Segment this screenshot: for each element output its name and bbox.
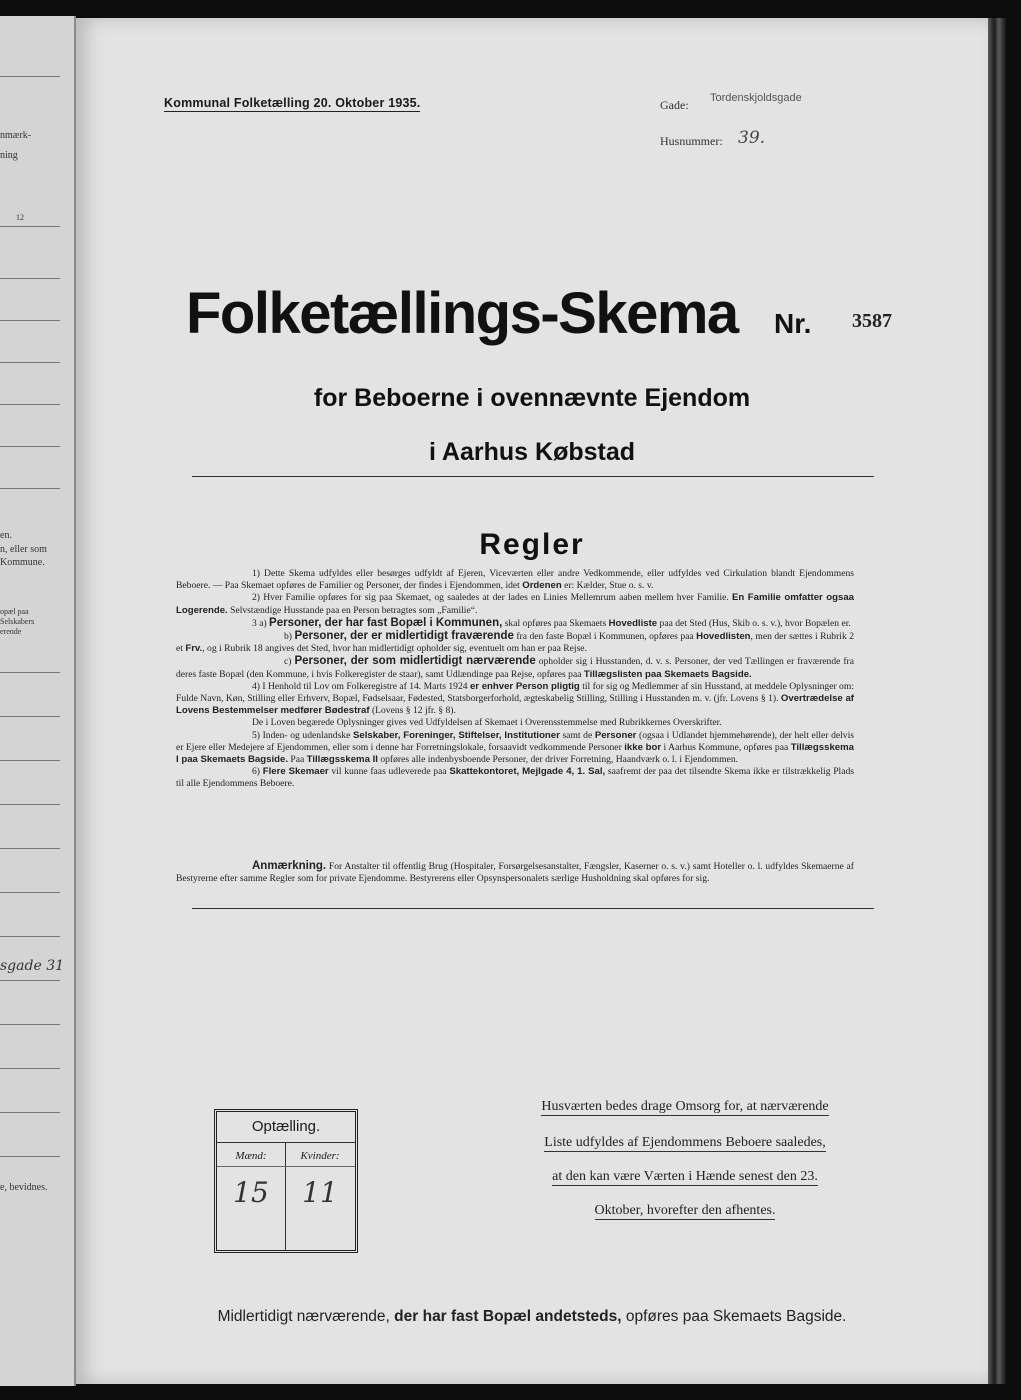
left-handwriting: sgade 31 — [0, 958, 65, 974]
street-value: Tordenskjoldsgade — [710, 92, 802, 104]
women-count: 11 — [302, 1176, 338, 1209]
house-number-value: 39. — [738, 128, 766, 148]
left-rule — [0, 362, 60, 363]
left-rule — [0, 716, 60, 717]
left-text: ning — [0, 150, 18, 161]
left-rule — [0, 848, 60, 849]
left-rule — [0, 980, 60, 981]
left-rule — [0, 672, 60, 673]
left-rule — [0, 278, 60, 279]
form-title: Folketællings-Skema — [186, 281, 738, 346]
form-number-value: 3587 — [852, 310, 892, 332]
notice-line-1: Husværten bedes drage Omsorg for, at nærværende — [541, 1099, 829, 1114]
left-text: 12 — [16, 213, 24, 222]
left-text: opæl paa — [0, 607, 29, 616]
left-rule — [0, 1156, 60, 1157]
left-text: e, bevidnes. — [0, 1182, 48, 1193]
rule-2: 2) Hver Familie opføres for sig paa Skemaet, og saaledes at der lades en Linies Mellemrum aaben mellem hver Familie. En Familie omfatter ogsaa Logerende. Selvstændige Husstande paa en Person betragtes som „Familie“. — [176, 592, 855, 616]
left-rule — [0, 226, 60, 227]
left-rule — [0, 760, 60, 761]
rule-3c: c) Personer, der som midlertidigt nærværende opholder sig i Husstanden, d. v. s. Personer, der ved Tællingen er fraværende fra deres faste Bopæl (den Kommune, i hvis Folkeregister de staar), samt Udlændinge paa Rejse, opføres paa Tillægslisten paa Skemaets Bagside. — [176, 655, 854, 680]
form-number-label: Nr. — [774, 308, 812, 339]
left-text: Selskabers — [0, 617, 35, 626]
census-form-page — [76, 18, 988, 1384]
rule-4: 4) I Henhold til Lov om Folkeregistre af 14. Marts 1924 er enhver Person pligtig til for sig og Medlemmer af sin Husstand, at meddele Oplysninger om: Fulde Navn, Køn, Stilling eller Erhverv, Bopæl, Fødselsaar, Fødested, Statsborgerforhold, ægteskabelig Stilling, Stilling i Husstanden m. v. (jfr. Lovens § 1). Overtrædelse af Lovens Bestemmelser medfører Bødestraf (Lovens § 12 jfr. § 8). — [176, 680, 854, 717]
form-subtitle-2: i Aarhus Købstad — [428, 438, 636, 466]
count-box — [214, 1109, 358, 1253]
left-rule — [0, 1024, 60, 1025]
notice-line-2: Liste udfyldes af Ejendommens Beboere saaledes, — [544, 1135, 826, 1150]
women-label: Kvinder: — [300, 1150, 340, 1162]
rules-text — [176, 568, 854, 791]
left-rule — [0, 936, 60, 937]
notice-line-3: at den kan være Værten i Hænde senest den 23. — [552, 1169, 818, 1184]
left-text: Kommune. — [0, 557, 45, 568]
left-rule — [0, 488, 60, 489]
left-text: n, eller som — [0, 544, 47, 555]
rule-4b: De i Loven begærede Oplysninger gives ved Udfyldelsen af Skemaet i Overensstemmelse med Rubrikkernes Overskrifter. — [252, 717, 722, 729]
men-count: 15 — [233, 1176, 269, 1209]
rule-1: 1) Dette Skema udfyldes eller besørges udfyldt af Ejeren, Viceværten eller andre Vedkommende, eller udfyldes ved Cirkulation blandt Ejendommens Beboere. — Paa Skemaet opføres de Familier og Personer, der findes i Ejendommen, idet Ordenen er: Kælder, Stue o. s. v. — [176, 568, 854, 592]
house-number-label: Husnummer: — [660, 134, 723, 148]
rule-3a: 3 a) Personer, der har fast Bopæl i Kommunen, skal opføres paa Skemaets Hovedliste paa det Sted (Hus, Skib o. s. v.), hvor Bopælen er. — [252, 616, 851, 629]
street-label: Gade: — [660, 98, 689, 112]
men-label: Mænd: — [235, 1150, 267, 1162]
left-facing-page — [0, 16, 76, 1386]
rules-heading: Regler — [479, 528, 585, 561]
notice-line-4: Oktober, hvorefter den afhentes. — [594, 1203, 776, 1218]
divider-bottom — [192, 908, 874, 909]
rule-6: 6) Flere Skemaer vil kunne faas udleverede paa Skattekontoret, Mejlgade 4, 1. Sal, saafremt der paa det tilsendte Skema ikke er tilstrækkelig Plads til alle Ejendommens Beboere. — [176, 766, 855, 790]
left-text: nmærk- — [0, 130, 32, 141]
left-rule — [0, 76, 60, 77]
left-rule — [0, 1068, 60, 1069]
page-edge — [988, 18, 1006, 1384]
remark-note: Anmærkning. For Anstalter til offentlig Brug (Hospitaler, Forsørgelsesanstalter, Fængsler, Kaserner o. s. v.) samt Hoteller o. l. udfyldes Skemaerne af Bestyrerne efter samme Regler som for private Ejendomme. Bestyrerens eller Opsynspersonalets særlige Husholdning skal opføres for sig. — [176, 860, 854, 885]
left-rule — [0, 320, 60, 321]
form-subtitle-1: for Beboerne i ovennævnte Ejendom — [313, 384, 751, 412]
footer-note: Midlertidigt nærværende, der har fast Bopæl andetsteds, opføres paa Skemaets Bagside. — [217, 1308, 847, 1325]
census-header-title: Kommunal Folketælling 20. Oktober 1935. — [164, 96, 421, 110]
left-text: en. — [0, 530, 12, 541]
left-rule — [0, 1112, 60, 1113]
left-rule — [0, 446, 60, 447]
count-header-line — [217, 1166, 355, 1167]
count-title: Optælling. — [217, 1112, 355, 1143]
left-text: erende — [0, 627, 22, 636]
left-rule — [0, 804, 60, 805]
rule-5: 5) Inden- og udenlandske Selskaber, Foreninger, Stiftelser, Institutioner samt de Personer (ogsaa i Udlandet hjemmehørende), der helt eller delvis er Ejere eller Medejere af Ejendommen, eller som i denne har Forretningslokale, forsaavidt vedkommende Personer ikke bor i Aarhus Kommune, opføres paa Tillægsskema I paa Skemaets Bagside. Paa Tillægsskema II opføres alle indenbysboende Personer, der driver Forretning, Haandværk o. l. i Ejendommen. — [176, 729, 854, 766]
left-rule — [0, 404, 60, 405]
rule-3b: b) Personer, der er midlertidigt fraværende fra den faste Bopæl i Kommunen, opføres paa Hovedlisten, men der sættes i Rubrik 2 et Frv., og i Rubrik 18 angives det Sted, hvor han midlertidigt opholder sig, eventuelt om han er paa Rejse. — [176, 630, 855, 655]
left-rule — [0, 892, 60, 893]
divider-top — [192, 476, 874, 477]
